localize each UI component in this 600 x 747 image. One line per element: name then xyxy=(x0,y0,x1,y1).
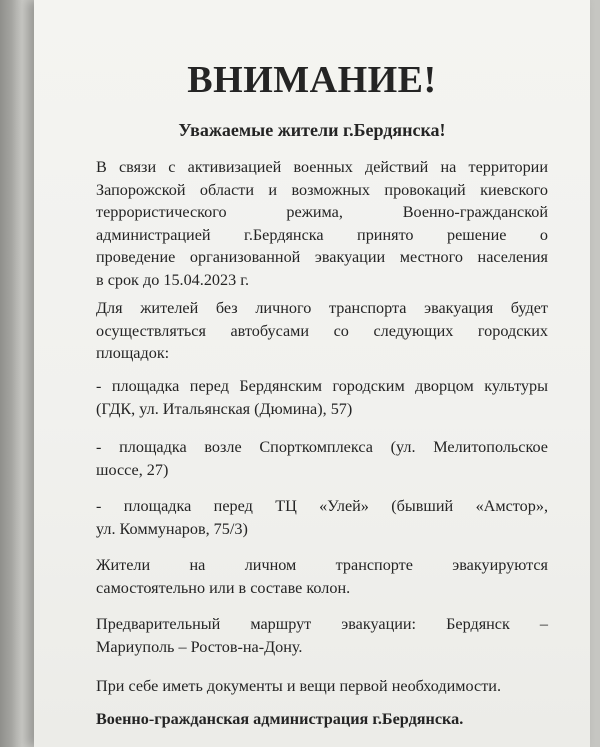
text-line: - площадка перед Бердянским городским дворцом культуры xyxy=(96,377,548,395)
text-line: в срок до 15.04.2023 г. xyxy=(96,270,250,289)
notice-subheading: Уважаемые жители г.Бердянска! xyxy=(178,120,446,140)
text-line: ул. Коммунаров, 75/3) xyxy=(96,519,248,538)
text-line: администрацией г.Бердянска принято решение о xyxy=(96,225,548,244)
notice-sheet xyxy=(34,0,590,747)
paragraph-evacuation-decision xyxy=(96,156,548,291)
text-line: (ГДК, ул. Итальянская (Дюмина), 57) xyxy=(96,399,353,418)
text-line: Для жителей без личного транспорта эвакуация будет xyxy=(96,299,548,317)
text-line: самостоятельно или в составе колон. xyxy=(96,578,351,597)
text-line: шоссе, 27) xyxy=(96,460,169,479)
list-item-location-mall xyxy=(96,495,548,540)
text-line: Запорожской области и возможных провокаций киевского xyxy=(96,180,548,199)
text-line: террористического режима, Военно-гражданской xyxy=(96,203,548,221)
text-line: - площадка возле Спорткомплекса (ул. Мелитопольское xyxy=(96,438,548,456)
paragraph-bus-evacuation xyxy=(96,297,548,365)
text-line: В связи с активизацией военных действий на территории xyxy=(96,158,548,176)
text-line: При себе иметь документы и вещи первой необходимости. xyxy=(96,677,502,695)
text-line: осуществляться автобусами со следующих городских xyxy=(96,321,548,340)
text-line: Жители на личном транспорте эвакуируются xyxy=(96,556,548,574)
text-line: проведение организованной эвакуации местного населения xyxy=(96,248,548,266)
paragraph-private-transport xyxy=(96,554,548,599)
text-line: Предварительный маршрут эвакуации: Бердянск – xyxy=(96,615,548,633)
text-line: площадок: xyxy=(96,344,170,362)
paragraph-documents xyxy=(96,675,548,698)
notice-heading: ВНИМАНИЕ! xyxy=(187,59,437,101)
list-item-location-gdk xyxy=(96,375,548,420)
text-line: - площадка перед ТЦ «Улей» (бывший «Амстор», xyxy=(96,497,548,515)
paragraph-route xyxy=(96,613,548,658)
text-line: Мариуполь – Ростов-на-Дону. xyxy=(96,637,303,656)
signature-line: Военно-гражданская администрация г.Бердянска. xyxy=(96,710,464,728)
list-item-location-sport-complex xyxy=(96,436,548,481)
